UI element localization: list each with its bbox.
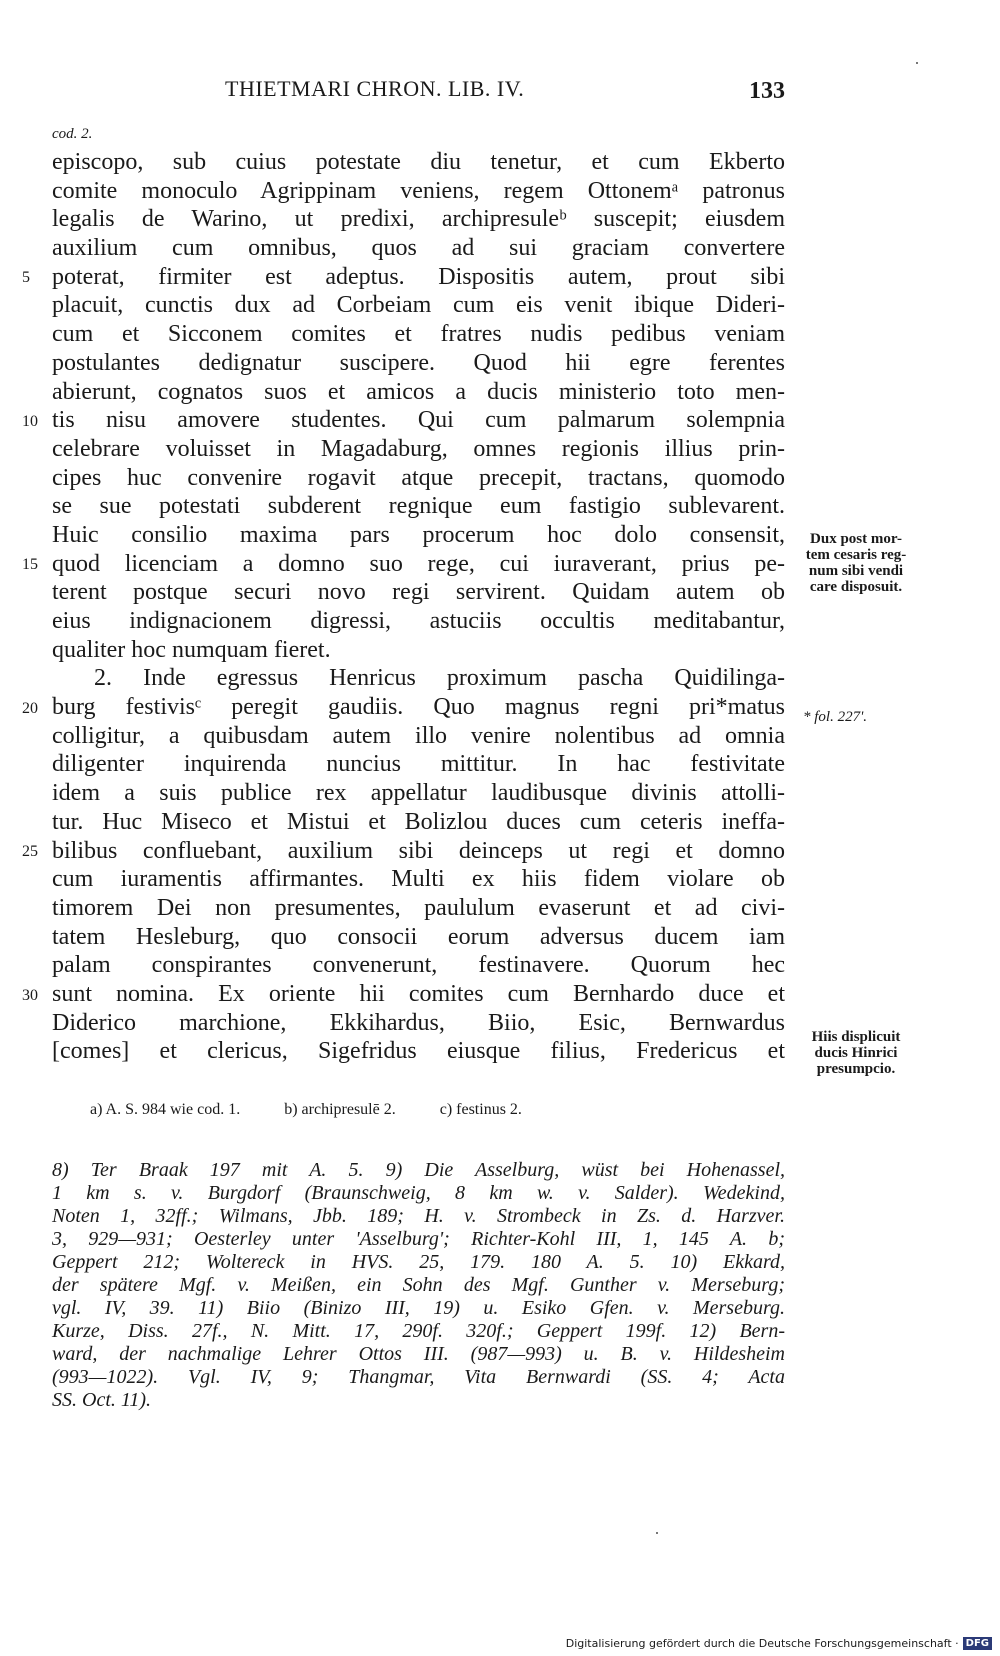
line-number: 25 [22,843,38,860]
line-number: 5 [22,269,30,286]
margin-note-line: care disposuit. [809,579,903,595]
margin-note-line: presumpcio. [816,1061,896,1077]
margin-note-duke [792,531,920,595]
line-number: 20 [22,700,38,717]
footnotes [52,1159,785,1412]
text-line: episcopo, sub cuius potestate diu tenetur, et cum Ekberto [52,149,785,175]
footnote-line: 3, 929—931; Oesterley unter 'Asselburg'; Richter-Kohl III, 1, 145 A. b; [52,1228,785,1250]
text-line: cipes huc convenire rogavit atque precepit, tractans, quomodo [52,464,785,491]
page-number: 133 [749,78,785,104]
dfg-logo: DFG [963,1637,992,1650]
text-line: comite monoculo Agrippinam veniens, regem Ottonemᵃ patronus [52,177,785,204]
text-line: abierunt, cognatos suos et amicos a ducis ministerio toto men- [52,378,785,405]
folio-marker: * fol. 227'. [803,709,868,725]
text-line: bilibus confluebant, auxilium sibi deinceps ut regi et domno [52,837,785,864]
credit-text: Digitalisierung gefördert durch die Deutsche Forschungsgemeinschaft · [565,1637,959,1650]
margin-note-line: Dux post mor- [810,531,902,547]
margin-note-displeasure [792,1029,920,1077]
scan-speck [916,62,918,64]
text-line: legalis de Warino, ut predixi, archipresuleᵇ suscepit; eiusdem [52,206,785,233]
footnote-line: vgl. IV, 39. 11) Biio (Binizo III, 19) u. Esiko Gfen. v. Merseburg. [52,1297,785,1319]
text-line: celebrare voluisset in Magadaburg, omnes regionis illius prin- [52,435,785,462]
variant-a: a) A. S. 984 wie cod. 1. [90,1101,241,1118]
text-line: se sue potestati subderent regnique eum fastigio sublevarent. [52,493,785,520]
scan-speck [656,1532,658,1534]
margin-note-line: num sibi vendi [808,563,904,579]
page-header [52,76,785,110]
digitization-credit [566,1637,992,1650]
text-line: qualiter hoc numquam fieret. [52,636,331,663]
text-line: burg festivisᶜ peregit gaudiis. Quo magnus regni pri*matus [52,694,785,721]
text-line: auxilium cum omnibus, quos ad sui graciam convertere [52,235,785,262]
text-line: placuit, cunctis dux ad Corbeiam cum eis venit ibique Dideri- [52,292,785,319]
line-number: 15 [22,556,38,573]
text-line: idem a suis publice rex appellatur laudibusque divinis attolli- [52,780,785,807]
text-line: eius indignacionem digressi, astuciis occultis meditabantur, [52,608,785,634]
text-line: cum et Sicconem comites et fratres nudis pedibus veniam [52,321,785,348]
footnote-line: 8) Ter Braak 197 mit A. 5. 9) Die Asselburg, wüst bei Hohenassel, [52,1159,785,1181]
footnote-line: 1 km s. v. Burgdorf (Braunschweig, 8 km w. v. Salder). Wedekind, [52,1182,785,1204]
text-line: tis nisu amovere studentes. Qui cum palmarum solempnia [52,407,785,434]
main-text [52,148,785,1066]
text-line: [comes] et clericus, Sigefridus eiusque filius, Fredericus et [52,1038,785,1065]
variant-b: b) archipresulē 2. [284,1101,396,1118]
footnote-line: SS. Oct. 11). [52,1389,152,1411]
text-line: timorem Dei non presumentes, paululum evaserunt et ad civi- [52,894,785,921]
margin-note-line: tem cesaris reg- [805,547,907,563]
text-line: Huic consilio maxima pars procerum hoc dolo consensit, [52,521,785,548]
text-line: tatem Hesleburg, quo consocii eorum adversus ducem iam [52,923,785,950]
footnote-line: Geppert 212; Woltereck in HVS. 25, 179. 180 A. 5. 10) Ekkard, [52,1251,785,1273]
text-line: palam conspirantes convenerunt, festinavere. Quorum hec [52,952,785,979]
text-line: 2. Inde egressus Henricus proximum pascha Quidilinga- [94,665,785,692]
text-line: quod licenciam a domno suo rege, cui iuraverant, prius pe- [52,550,785,577]
line-number: 30 [22,987,38,1004]
footnote-line: Kurze, Diss. 27f., N. Mitt. 17, 290f. 320f.; Geppert 199f. 12) Bern- [52,1320,785,1342]
variant-readings [90,1101,562,1119]
text-line: poterat, firmiter est adeptus. Dispositis autem, prout sibi [52,263,785,290]
margin-note-line: Hiis displicuit [811,1029,901,1045]
text-line: colligitur, a quibusdam autem illo venire nolentibus ad omnia [52,722,785,749]
text-line: sunt nomina. Ex oriente hii comites cum Bernhardo duce et [52,980,785,1007]
text-line: diligenter inquirenda nuncius mittitur. In hac festivitate [52,751,785,778]
text-line: cum iuramentis affirmantes. Multi ex hiis fidem violare ob [52,866,785,893]
text-line: tur. Huc Miseco et Mistui et Bolizlou duces cum ceteris ineffa- [52,808,785,835]
codex-note: cod. 2. [52,126,93,142]
footnote-line: Noten 1, 32ff.; Wilmans, Jbb. 189; H. v. Strombeck in Zs. d. Harzver. [52,1205,785,1227]
text-line: postulantes dedignatur suscipere. Quod hii egre ferentes [52,349,785,376]
line-number: 10 [22,413,38,430]
text-line: terent postque securi novo regi servirent. Quidam autem ob [52,579,785,606]
footnote-line: (993—1022). Vgl. IV, 9; Thangmar, Vita Bernwardi (SS. 4; Acta [52,1366,785,1388]
running-title: THIETMARI CHRON. LIB. IV. [225,76,525,101]
footnote-line: der spätere Mgf. v. Meißen, ein Sohn des Mgf. Gunther v. Merseburg; [52,1274,785,1296]
text-line: Diderico marchione, Ekkihardus, Biio, Esic, Bernwardus [52,1009,785,1036]
margin-note-line: ducis Hinrici [814,1045,898,1061]
footnote-line: ward, der nachmalige Lehrer Ottos III. (987—993) u. B. v. Hildesheim [52,1343,785,1365]
variant-c: c) festinus 2. [439,1101,522,1118]
